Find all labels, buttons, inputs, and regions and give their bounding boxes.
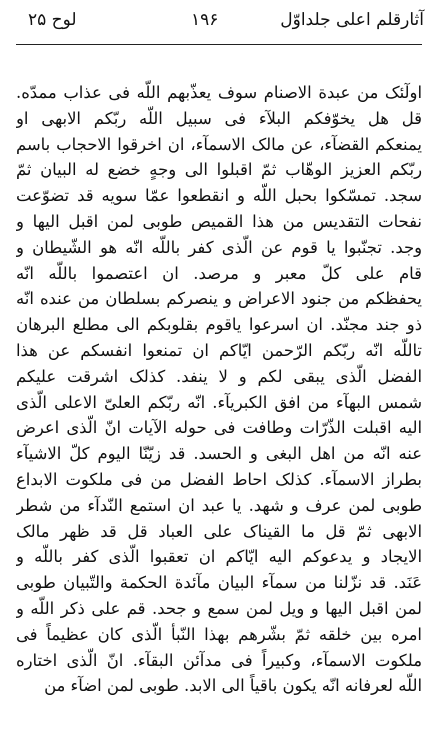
- text-line: الابهی ثمّ قل ما القيناک علی العباد قل قد ظهر مالک: [16, 521, 422, 541]
- text-line: ربّکم العزيز الوهّاب ثمّ اقبلوا الی وجهٍ خضع له البيان ثمّ: [16, 160, 422, 180]
- body-text: [16, 80, 422, 699]
- text-line: الفضل الّذی يبقی لکم و لا ينفد. کذلک اشرقت عليکم: [16, 366, 422, 386]
- book-title: آثارقلم اعلی جلداوّل: [280, 10, 424, 30]
- text-line: شمس البهآء من افق الکبريآء. انّه ربّکم العلیّ الاعلی الّذی: [16, 392, 422, 412]
- text-line: طوبی لمن عرف و شهد. يا عبد ان استمع النّدآء من شطر: [16, 495, 422, 515]
- text-line: عنه انّه من اهل البغی و الحسد. قد زيّنّا اليوم کلّ الاشيآء: [16, 444, 422, 464]
- text-line: اللّه لعرفانه انّه يکون باقياً الی الابد. طوبی لمن اضآء من: [44, 676, 422, 696]
- text-line: يحفظکم من جنود الاعراض و ينصرکم بسلطان من عنده انّه: [16, 289, 422, 309]
- header-rule: [16, 44, 422, 45]
- text-line: سجد. تمسّکوا بحبل اللّه و انقطعوا عمّا سويه قد تضوّعت: [16, 186, 422, 206]
- text-line: يمنعکم القضآء، عن مالک الاسمآء، ان اخرقوا الاحجاب باسم: [16, 134, 422, 154]
- text-line: وجد. تجنّبوا يا قوم عن الّذی کفر باللّه انّه هو الشّيطان و: [16, 237, 422, 257]
- text-line: ذو جند مجنّد. ان اسرعوا ياقوم بقلوبکم الی مطلع البرهان: [16, 315, 422, 335]
- text-line: بطراز الاسمآء. کذلک احاط الفضل من فی ملکوت الابداع: [16, 469, 422, 489]
- text-line: اولٓئک من عبدة الاصنام سوف يعذّبهم اللّه فی عذاب ممدّه.: [16, 83, 422, 102]
- text-line: قام علی کلّ معبر و مرصد. ان اعتصموا باللّه انّه: [16, 263, 422, 283]
- text-line: اليه اقبلت الذّرّات وطافت فی حوله الآيات انّ الّذی اعرض: [16, 418, 422, 438]
- text-line: تاللّه انّه ربّکم الرّحمن ايّاکم ان تمنعوا انفسکم عن هذا: [16, 340, 422, 360]
- text-line: نفحات التقديس من هذا القميص طوبی لمن اقبل اليها و: [16, 211, 422, 231]
- page-header: [16, 10, 424, 36]
- text-line: عَنَد. قد نزّلنا من سمآء البيان مآئدة الحکمة والتّبيان طوبی: [16, 573, 422, 593]
- tablet-number: لوح ۲۵: [28, 10, 77, 30]
- text-line: ملکوت الاسمآء، وکبيراً فی مدآئن البقآء. انّ الّذی اختاره: [16, 650, 422, 670]
- text-line: الايجاد و يدعوکم اليه ايّاکم ان تعقبوا الّذی کفر باللّه و: [16, 547, 422, 567]
- page-number: ۱۹۶: [191, 10, 219, 30]
- text-line: قل هل يخوّفکم البلآء فی سبيل اللّه ربّکم الابهی او: [16, 108, 422, 128]
- text-line: امره بين خلقه ثمّ بشّرهم بهذا النّبأ الّذی کان عظيماً فی: [16, 624, 422, 644]
- text-line: لمن اقبل اليها و ويل لمن سمع و جحد. قم علی ذکر اللّه و: [16, 598, 422, 618]
